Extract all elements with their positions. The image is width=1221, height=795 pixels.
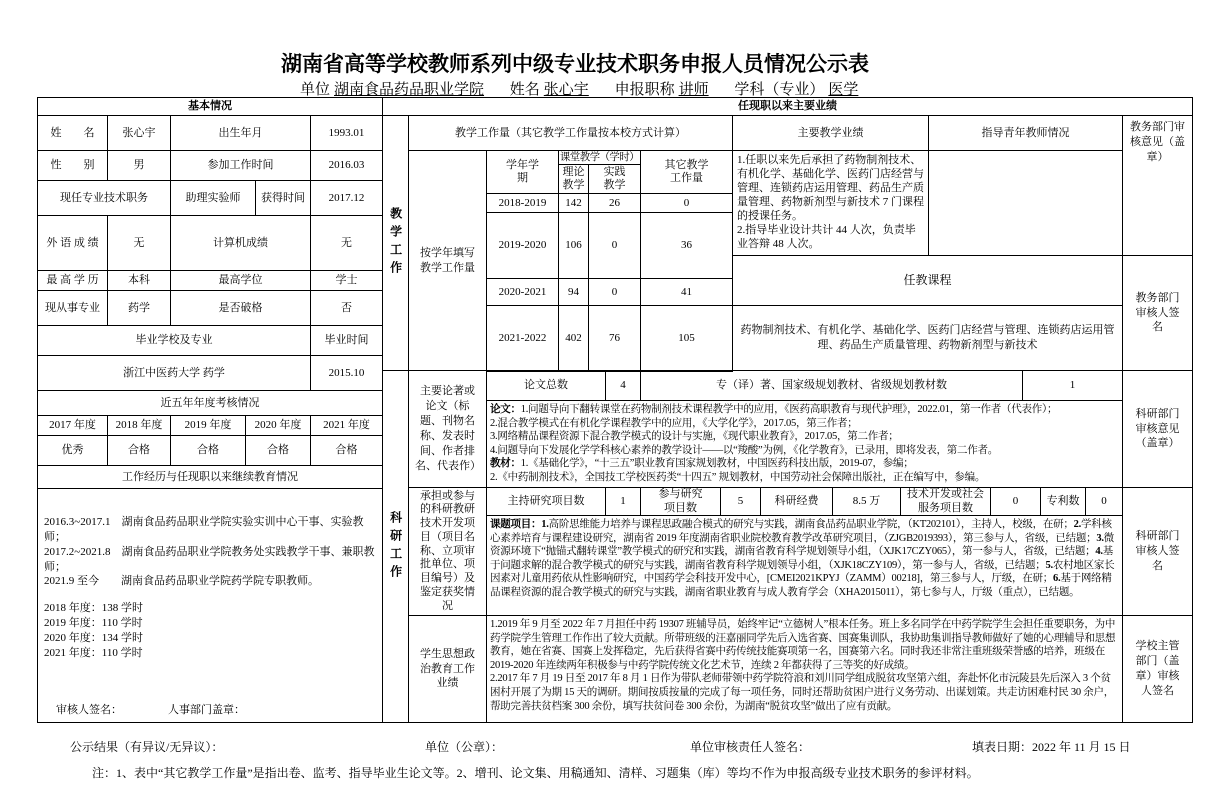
computer-label: 计算机成绩 xyxy=(170,215,311,271)
hours-line: 2021 年度：110 学时 xyxy=(44,646,143,659)
col-year: 学年学期 xyxy=(486,150,559,194)
subject-value: 医学 xyxy=(828,82,859,98)
paper-item: 3.网络精品课程资源下混合教学模式的设计与实施，《现代职业教育》，2017.05，第二作者； xyxy=(490,431,899,443)
join-count: 5 xyxy=(720,487,761,516)
assess-year: 2021 年度 xyxy=(310,415,383,436)
book-count-label: 专（译）著、国家级规划教材、省级规划教材数 xyxy=(640,370,1023,401)
tech-count: 0 xyxy=(990,487,1041,516)
unit-value: 湖南食品药品职业学院 xyxy=(334,82,485,98)
assess-result: 合格 xyxy=(170,435,246,466)
academic-sign: 教务部门审核人签名 xyxy=(1122,255,1193,371)
assess-header: 近五年年度考核情况 xyxy=(37,390,383,416)
work-start-label: 参加工作时间 xyxy=(170,150,311,181)
papers-label: 主要论著或论文（标题、刊物名称、发表时间、作者排名、代表作） xyxy=(408,370,487,488)
computer-value: 无 xyxy=(310,215,383,271)
current-title-value: 助理实验师 xyxy=(170,180,256,216)
book-item: 1.《基础化学》，“十三五”职业教育国家规划教材，中国医药科技出版，2019-07，参编； xyxy=(520,458,914,470)
workload-theory: 142 xyxy=(558,193,589,213)
degree-value: 学士 xyxy=(310,270,383,291)
project-number: 1. xyxy=(541,519,549,530)
courses-header: 任教课程 xyxy=(732,255,1123,306)
ideology-label: 学生思想政治教育工作业绩 xyxy=(408,615,487,723)
col-other: 其它教学工作量 xyxy=(640,150,733,194)
assess-result: 合格 xyxy=(245,435,311,466)
workload-theory: 402 xyxy=(558,305,589,372)
grad-time-value: 2015.10 xyxy=(310,355,383,391)
project-number: 4. xyxy=(1095,546,1103,558)
projects-label: 承担或参与的科研教研技术开发项目（项目名称、立项审批单位、项目编号）及鉴定获奖情况 xyxy=(408,487,487,616)
birth-label: 出生年月 xyxy=(170,115,311,151)
projects-prefix: 课题项目： xyxy=(490,519,542,530)
fill-date: 填表日期：2022 年 11 月 15 日 xyxy=(972,740,1131,754)
academic-opinion: 教务部门审核意见（盖章） xyxy=(1122,115,1193,256)
paper-item: 2.混合教学模式在有机化学课程教学中的应用，《大学化学》，2017.05，第三作者； xyxy=(490,417,858,429)
tech-label: 技术开发或社会服务项目数 xyxy=(900,487,991,516)
host-count: 1 xyxy=(605,487,641,516)
gender-label: 性 别 xyxy=(37,150,108,181)
patent-count: 0 xyxy=(1085,487,1123,516)
achieve-header: 主要教学业绩 xyxy=(732,115,929,151)
workload-other: 36 xyxy=(640,212,733,279)
hr-seal-label: 人事部门盖章： xyxy=(168,704,245,716)
history-header: 工作经历与任现职以来继续教育情况 xyxy=(37,465,383,489)
courses-value: 药物制剂技术、有机化学、基础化学、医药门店经营与管理、连锁药店运用管理、药品生产质量管理、药物新剂型与新技术 xyxy=(732,305,1123,371)
hours-line: 2020 年度：134 学时 xyxy=(44,631,143,644)
title-value: 讲师 xyxy=(678,82,709,98)
reviewer-sign-label: 审核人签名： xyxy=(56,704,122,716)
assess-result: 优秀 xyxy=(37,435,108,466)
title-label: 申报职称 xyxy=(614,82,675,98)
workload-theory: 94 xyxy=(558,278,589,306)
perf-header: 任现职以来主要业绩 xyxy=(382,97,1193,116)
papers-text xyxy=(486,400,1123,488)
teaching-section-label: 教学工作 xyxy=(382,115,409,371)
achieve-item: 1.任职以来先后承担了药物制剂技术、有机化学、基础化学、医药门店经营与管理、连锁药店运用管理、药品生产质量管理、药物新剂型与新技术 7 门课程的授课任务。 xyxy=(737,154,924,223)
patent-label: 专利数 xyxy=(1040,487,1086,516)
papers-prefix: 论文： xyxy=(490,404,521,415)
history-line: 2017.2~2021.8 湖南食品药品职业学院教务处实践教学干事、兼职教师； xyxy=(44,545,375,573)
school-value: 浙江中医药大学 药学 xyxy=(37,355,311,391)
name-label: 姓 名 xyxy=(37,115,108,151)
ideology-item: 1.2019 年 9 月至 2022 年 7 月担任中药 19307 班辅导员，始终牢记“立德树人”根本任务。班上多名同学在中药学院学生会担任重要职务，为中药学院学生管理工作作出了较大贡献。所带班级的汪嘉丽同学先后入选省赛、国赛集训队，我协助集训指导教师做好了她的心理辅导和思想教育，她在省赛、国赛上发挥稳定，先后获得省赛中药传统技能赛项第一名，国赛第六名。同时我还非常注重班级荣誉感的培养，班级在 2019-2020 年连续两年积极参与中药学院传统文化艺术节，连续 2 年都获得了三等奖的好成绩。 xyxy=(490,619,1116,671)
assess-year: 2020 年度 xyxy=(245,415,311,436)
project-item: 学科核心素养培育与课程建设研究，湖南省 2019 年度湖南省职业院校教育教学改革研究项目，（ZJGB2019393），第三参与人，省级，已结题； xyxy=(490,519,1112,544)
project-number: 2. xyxy=(1073,519,1081,530)
workload-practice: 0 xyxy=(588,278,641,306)
project-item: 高阶思维能力培养与课程思政融合模式的研究与实践，湖南食品药品职业学院，（KT202101），主持人，校级，在研； xyxy=(548,519,1074,530)
lang-value: 无 xyxy=(107,215,171,271)
birth-value: 1993.01 xyxy=(310,115,383,151)
workload-other: 41 xyxy=(640,278,733,306)
degree-label: 最高学位 xyxy=(170,270,311,291)
workload-practice: 0 xyxy=(588,212,641,279)
paper-item: 1.问题导向下翻转课堂在药物制剂技术课程教学中的应用，《医药高职教育与现代护理》，2022.01，第一作者（代表作）； xyxy=(520,404,1058,415)
research-opinion: 科研部门审核意见（盖章） xyxy=(1122,370,1193,488)
project-item: 基于网络精品课程资源的混合教学模式的研究与实践，湖南省职业教育与成人教育学会（XHA2015011），第七参与人，厅级（重点），已结题。 xyxy=(490,573,1112,598)
current-title-label: 现任专业技术职务 xyxy=(37,180,171,216)
achieve-text xyxy=(732,150,929,256)
project-item: 微资源环境下“抛锚式翻转课堂”教学模式的研究和实践，湖南省教育科学规划领导小组，（XJK17CZY065），第一参与人，省级，已结题； xyxy=(490,532,1114,558)
workload-other: 0 xyxy=(640,193,733,213)
grad-time-label: 毕业时间 xyxy=(310,325,383,356)
lang-label: 外 语 成 绩 xyxy=(37,215,108,271)
major-label: 现从事专业 xyxy=(37,290,108,326)
join-label: 参与研究项目数 xyxy=(640,487,721,516)
name-value: 张心宇 xyxy=(107,115,171,151)
workload-label: 按学年填写教学工作量 xyxy=(408,150,487,371)
unit-reviewer-label: 单位审核责任人签名： xyxy=(690,740,811,754)
workload-year: 2018-2019 xyxy=(486,193,559,213)
assess-year: 2018 年度 xyxy=(107,415,171,436)
workload-year: 2019-2020 xyxy=(486,212,559,279)
edu-label: 最 高 学 历 xyxy=(37,270,108,291)
col-practice: 实践教学 xyxy=(588,164,641,194)
history-block xyxy=(37,488,383,723)
exception-value: 否 xyxy=(310,290,383,326)
assess-year: 2017 年度 xyxy=(37,415,108,436)
project-number: 3. xyxy=(1096,532,1104,544)
workload-theory: 106 xyxy=(558,212,589,279)
workload-practice: 76 xyxy=(588,305,641,372)
fund-label: 科研经费 xyxy=(760,487,833,516)
assess-year: 2019 年度 xyxy=(170,415,246,436)
exception-label: 是否破格 xyxy=(170,290,311,326)
book-count: 1 xyxy=(1022,370,1123,401)
projects-text xyxy=(486,515,1123,616)
workload-other: 105 xyxy=(640,305,733,372)
book-item: 2.《中药制剂技术》，全国技工学校医药类“十四五” 规划教材，中国劳动社会保障出版社，正在编写中，参编。 xyxy=(490,471,986,483)
mentor-header: 指导青年教师情况 xyxy=(928,115,1123,151)
research-sign: 科研部门审核人签名 xyxy=(1122,487,1193,616)
major-value: 药学 xyxy=(107,290,171,326)
name-value: 张心宇 xyxy=(543,82,589,98)
paper-count-label: 论文总数 xyxy=(486,370,606,401)
col-class: 课堂教学（学时） xyxy=(559,152,640,163)
unit-label: 单位 xyxy=(300,82,331,98)
subject-label: 学科（专业） xyxy=(734,82,825,98)
school-review: 学校主管部门（盖章）审核人签名 xyxy=(1122,615,1193,723)
result-label: 公示结果（有异议/无异议）： xyxy=(70,740,224,754)
ideology-item: 2.2017 年 7 月 19 日至 2017 年 8 月 1 日作为带队老师带领中药学院符浪和刘川同学组成脱贫攻坚第六组，奔赴怀化市沅陵县先后深入 3 个贫困村开展了为期 15 天的调研。期间按质按量的完成了每一项任务，同时还帮助贫困户进行义务劳动、出谋划策。共走访困难村民 30 余户，帮助完善扶贫档案 300 余份，填写扶贫问卷 300 余份，为湖南“脱贫攻坚”做出了应有贡献。 xyxy=(490,673,1114,712)
project-number: 5. xyxy=(1045,559,1053,571)
workload-year: 2021-2022 xyxy=(486,305,559,372)
mentor-value xyxy=(928,150,1123,256)
hours-line: 2018 年度：138 学时 xyxy=(44,602,143,615)
school-label: 毕业学校及专业 xyxy=(37,325,311,356)
ideology-text xyxy=(486,615,1123,723)
assess-result: 合格 xyxy=(310,435,383,466)
workload-header: 教学工作量（其它教学工作量按本校方式计算） xyxy=(408,115,733,151)
edu-value: 本科 xyxy=(107,270,171,291)
work-start-value: 2016.03 xyxy=(310,150,383,181)
page-title: 湖南省高等学校教师系列中级专业技术职务申报人员情况公示表 xyxy=(281,52,869,76)
books-prefix: 教材： xyxy=(490,458,521,470)
assess-result: 合格 xyxy=(107,435,171,466)
project-item: 农村地区家长因素对儿童用药依从性影响研究，中国药学会科技开发中心，[CMEI2021KPYJ（ZAMM）00218]，第三参与人，厅级，在研； xyxy=(490,559,1115,585)
workload-practice: 26 xyxy=(588,193,641,213)
col-theory: 理论教学 xyxy=(558,164,589,194)
applicant-summary xyxy=(300,78,862,99)
gender-value: 男 xyxy=(107,150,171,181)
obtain-value: 2017.12 xyxy=(310,180,383,216)
history-line: 2016.3~2017.1 湖南食品药品职业学院实验实训中心干事、实验教师； xyxy=(44,516,364,543)
project-item: 基于问题求解的混合教学模式的研究与实践，湖南省教育科学规划领导小组，（XJK18CZY109），第一参与人，省级，已结题； xyxy=(490,546,1113,571)
obtain-label: 获得时间 xyxy=(255,180,311,216)
workload-year: 2020-2021 xyxy=(486,278,559,306)
research-section-label: 科研工作 xyxy=(382,370,409,723)
achieve-item: 2.指导毕业设计共计 44 人次，负责毕业答辩 48 人次。 xyxy=(737,224,916,251)
host-label: 主持研究项目数 xyxy=(486,487,606,516)
history-line: 2021.9 至今 湖南食品药品职业学院药学院专职教师。 xyxy=(44,575,319,588)
project-number: 6. xyxy=(1053,573,1061,585)
fund-value: 8.5 万 xyxy=(832,487,901,516)
basic-header: 基本情况 xyxy=(37,97,383,116)
footnote: 注：1、表中“其它教学工作量”是指出卷、监考、指导毕业生论文等。2、增刊、论文集、用稿通知、清样、习题集（库）等均不作为申报高级专业技术职务的参评材料。 xyxy=(92,766,979,780)
unit-seal-label: 单位（公章）： xyxy=(425,740,504,754)
paper-item: 4.问题导向下发展化学学科核心素养的教学设计——以“羧酸”为例，《化学教育》，已录用，即将发表，第二作者。 xyxy=(490,444,998,456)
hours-line: 2019 年度：110 学时 xyxy=(44,617,143,630)
name-label: 姓名 xyxy=(509,82,540,98)
paper-count: 4 xyxy=(605,370,641,401)
